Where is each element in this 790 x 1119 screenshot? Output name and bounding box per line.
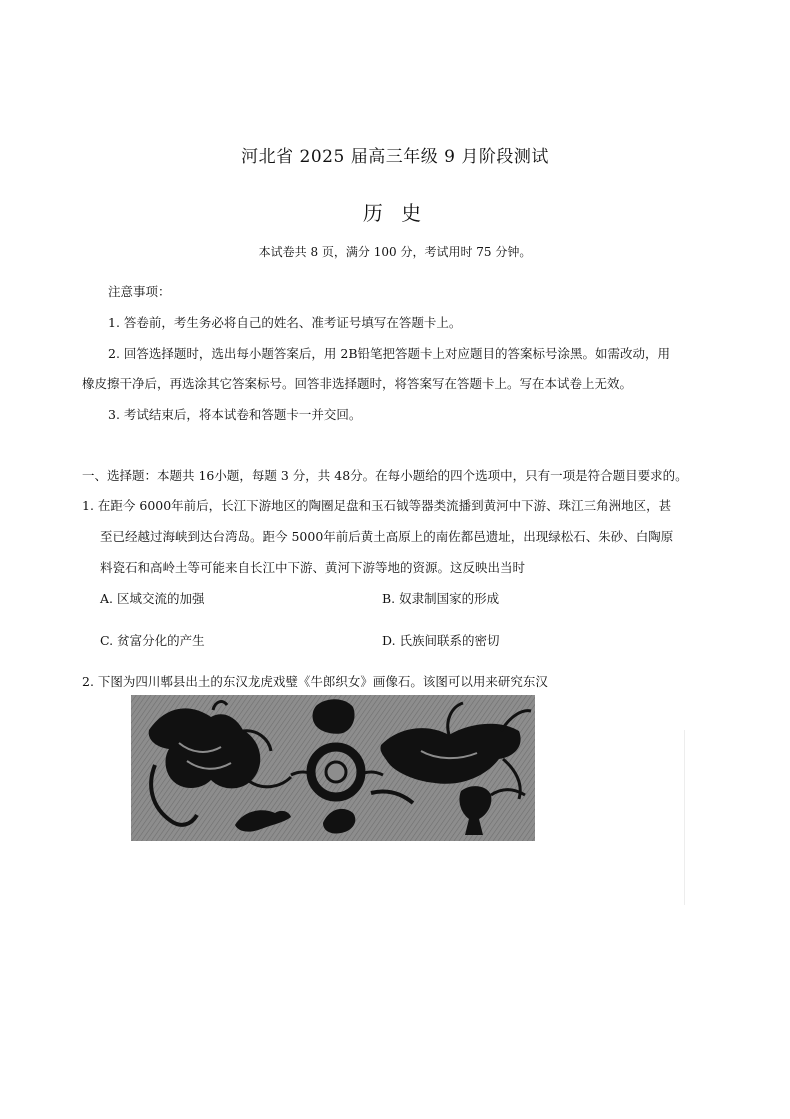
subject-title: 历 史 [362,201,428,225]
question-1-option-b[interactable]: B. 奴隶制国家的形成 [382,591,500,606]
note-item-1: 1. 答卷前，考生务必将自己的姓名、准考证号填写在答题卡上。 [108,315,462,330]
section-1-heading: 一、选择题：本题共 16小题，每题 3 分，共 48分。在每小题给的四个选项中，只有一项是符合题目要求的。 [82,468,688,483]
question-1-option-a[interactable]: A. 区域交流的加强 [100,591,205,606]
note-item-2-line-1: 2. 回答选择题时，选出每小题答案后，用 2B铅笔把答题卡上对应题目的答案标号涂黑。如需改动，用 [108,346,671,361]
exam-title: 河北省 2025 届高三年级 9 月阶段测试 [241,147,549,167]
note-item-3: 3. 考试结束后，将本试卷和答题卡一并交回。 [108,407,362,422]
question-1-line-1: 1. 在距今 6000年前后，长江下游地区的陶圈足盘和玉石钺等器类流播到黄河中下游、珠江三角洲地区，甚 [82,498,672,513]
question-1-line-2: 至已经越过海峡到达台湾岛。距今 5000年前后黄土高原上的南佐都邑遗址，出现绿松石、朱砂、白陶原 [100,529,674,544]
margin-line [684,730,685,905]
question-1-option-d[interactable]: D. 氏族间联系的密切 [382,633,500,648]
stone-rubbing-image [131,695,535,841]
question-2-line-1: 2. 下图为四川郫县出土的东汉龙虎戏璧《牛郎织女》画像石。该图可以用来研究东汉 [82,674,548,689]
note-item-2-line-2: 橡皮擦干净后，再选涂其它答案标号。回答非选择题时，将答案写在答题卡上。写在本试卷上无效。 [82,376,633,391]
notes-heading: 注意事项： [108,284,171,299]
question-1-line-3: 料瓷石和高岭土等可能来自长江中下游、黄河下游等地的资源。这反映出当时 [100,560,526,575]
exam-info: 本试卷共 8 页，满分 100 分，考试用时 75 分钟。 [258,245,532,259]
question-1-option-c[interactable]: C. 贫富分化的产生 [100,633,205,648]
